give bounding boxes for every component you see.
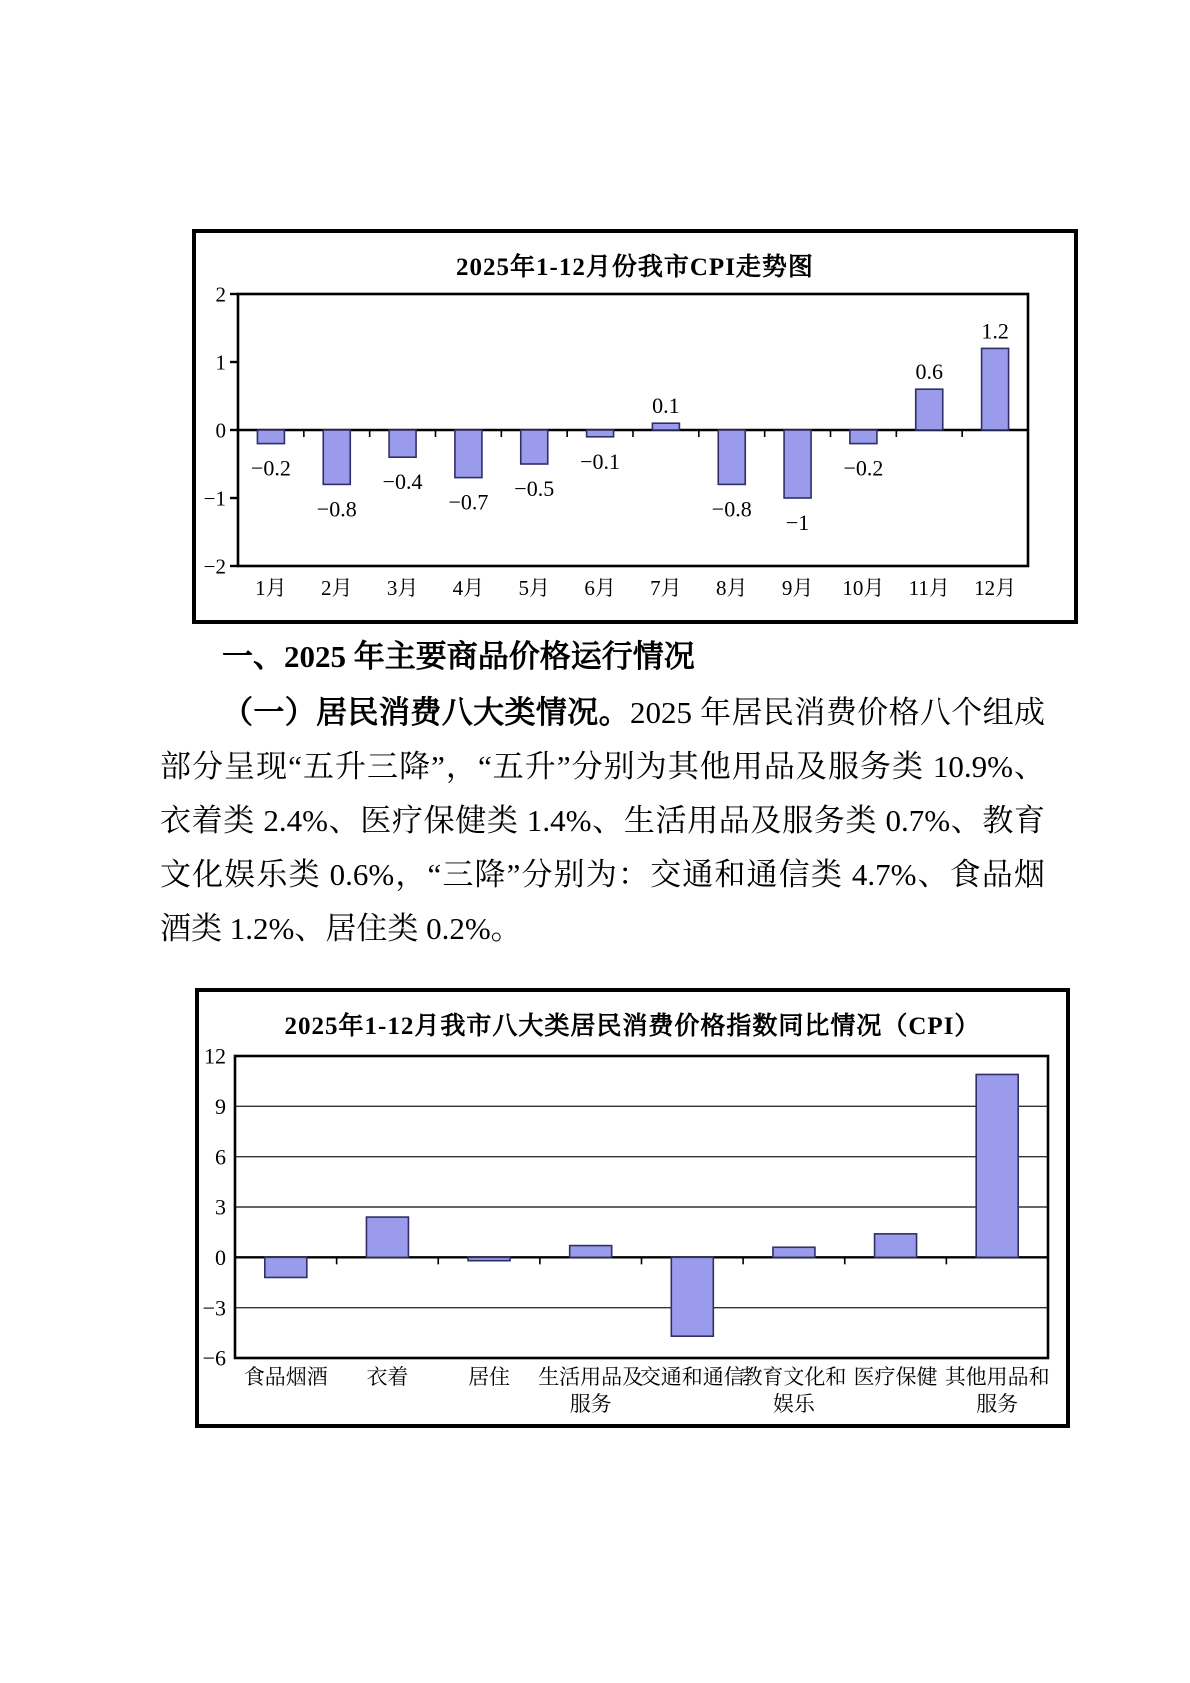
x-axis-label: 8月 [716,576,748,600]
bar-3月 [389,430,416,457]
bar-1月 [257,430,284,444]
y-axis-label: 6 [215,1144,226,1170]
cpi-trend-chart-figure [192,229,1078,624]
x-axis-label: 11月 [908,576,950,600]
x-axis-label: 居住 [468,1365,511,1389]
x-axis-label: 9月 [781,576,814,600]
bar-5月 [521,430,548,464]
bar-衣着 [366,1217,408,1257]
bar-生活用品及服务 [570,1246,612,1258]
paragraph-body: 2025 年居民消费价格八个组成部分呈现“五升三降”，“五升”分别为其他用品及服务类 10.9%、衣着类 2.4%、医疗保健类 1.4%、生活用品及服务类 0.7%、教育文化娱乐类 0.6%，“三降”分别为：交通和通信类 4.7%、食品烟酒类 1.2%、居住类 0.2%。 [160,695,1046,946]
x-axis-label: 其他用品和 [944,1365,1050,1389]
bar-食品烟酒 [265,1257,307,1277]
x-axis-label: 生活用品及 [538,1365,644,1389]
x-axis-label: 5月 [518,576,550,600]
bar-value-label: −0.5 [514,476,555,501]
cpi-categories-chart-title: 2025年1-12月我市八大类居民消费价格指数同比情况（CPI） [284,1013,981,1040]
bar-value-label: 0.6 [915,359,943,385]
bar-教育文化和娱乐 [773,1247,815,1257]
bar-6月 [587,430,614,437]
x-axis-label: 交通和通信 [639,1365,745,1389]
y-axis-label: 3 [215,1194,226,1220]
bar-value-label: −0.2 [250,455,291,481]
paragraph-lead-bold: （一）居民消费八大类情况。 [222,695,631,730]
bar-value-label: −0.8 [316,496,357,522]
bar-10月 [850,430,877,444]
body-paragraph [160,686,1045,956]
bar-value-label: −0.2 [843,455,884,481]
x-axis-label: 10月 [842,576,885,600]
bar-value-label: 1.2 [981,318,1009,344]
bar-2月 [323,430,350,484]
bar-交通和通信 [671,1257,713,1336]
y-axis-label: 0 [215,418,226,443]
y-axis-label: 0 [215,1245,226,1271]
x-axis-label: 12月 [974,576,1017,600]
bar-医疗保健 [875,1234,917,1257]
x-axis-label: 娱乐 [772,1392,815,1416]
x-axis-label: 教育文化和 [741,1365,847,1389]
bar-value-label: −0.1 [580,448,621,474]
cpi-trend-chart-title: 2025年1-12月份我市CPI走势图 [456,254,814,281]
bar-value-label: −1 [785,510,810,535]
x-axis-label: 2月 [321,576,353,600]
x-axis-label: 6月 [584,576,616,600]
bar-11月 [916,389,943,430]
x-axis-label: 医疗保健 [853,1365,938,1389]
y-axis-label: −3 [202,1295,226,1321]
bar-value-label: −0.7 [448,489,489,515]
bar-7月 [652,423,679,430]
section-heading: 一、2025 年主要商品价格运行情况 [222,639,695,674]
cpi-categories-bar-chart [199,992,1066,1424]
x-axis-label: 衣着 [366,1365,409,1389]
cpi-categories-chart-figure [195,988,1070,1428]
cpi-trend-bar-chart [196,233,1074,620]
y-axis-label: −1 [203,486,226,511]
bar-居住 [468,1257,510,1260]
x-axis-label: 食品烟酒 [243,1365,328,1389]
x-axis-label: 服务 [976,1392,1019,1416]
y-axis-label: 12 [204,1043,226,1069]
bar-value-label: 0.1 [652,393,680,419]
bar-value-label: −0.8 [711,496,752,522]
x-axis-label: 1月 [255,576,287,600]
bar-9月 [784,430,811,498]
x-axis-label: 3月 [386,576,419,600]
y-axis-label: −2 [203,554,226,579]
y-axis-label: 2 [215,282,226,307]
bar-其他用品和服务 [976,1074,1018,1257]
bar-12月 [982,348,1009,430]
y-axis-label: 1 [215,350,226,375]
x-axis-label: 4月 [452,576,485,600]
bar-4月 [455,430,482,478]
bar-value-label: −0.4 [382,469,423,495]
bar-8月 [718,430,745,484]
x-axis-label: 服务 [569,1392,612,1416]
y-axis-label: −6 [202,1345,226,1371]
y-axis-label: 9 [215,1094,226,1120]
x-axis-label: 7月 [650,576,682,600]
